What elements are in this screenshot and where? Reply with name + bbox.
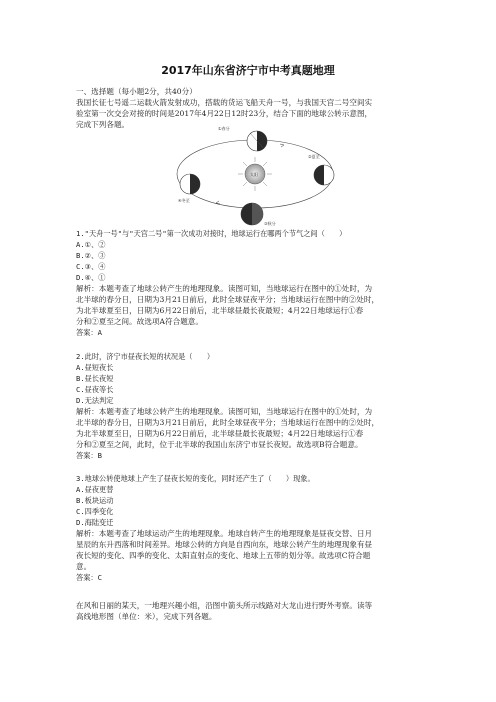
analysis-line: 分和②夏至之间。故选项A符合题意。	[76, 317, 203, 326]
analysis-line: 夜长短的变化、四季的变化、太阳直射点的变化、地球上五带的划分等。故选项C符合题	[76, 551, 371, 560]
answer: 答案：B	[76, 451, 102, 460]
analysis-line: 北半球的春分日，日期为3月21日前后，此时全球昼夜平分；当地球运行在图中的②处时，	[76, 295, 380, 304]
question-1	[76, 228, 436, 338]
section-heading: 一、选择题（每小题2分，共40分）	[76, 87, 197, 96]
intro-line: 验室第一次交会对接的时间是2017年4月22日12时23分，结合下面的地球公转示意图，	[76, 109, 373, 118]
answer: 答案：C	[76, 573, 102, 582]
option-c: C.③、④	[76, 262, 106, 271]
earth-orbit-diagram	[160, 122, 350, 226]
label-top: ①春分	[218, 126, 230, 131]
label-bottom: ③秋分	[264, 221, 276, 226]
option-c: C.昼夜等长	[76, 385, 114, 394]
analysis-line: 星辰的东升西落和时间差异。地球公转的方向是自西向东，地球公转产生的地理现象有昼	[76, 540, 373, 549]
analysis-line: 分和②夏至之间，此时，位于北半球的我国山东济宁市昼长夜短。故选项B符合题意。	[76, 440, 363, 449]
page-title: 2017年山东省济宁市中考真题地理	[161, 64, 335, 77]
intro-line: 我国长征七号遥二运载火箭发射成功，搭载的货运飞船天舟一号，与我国天宫二号空间实	[76, 98, 373, 107]
option-d: D.海陆变迁	[76, 518, 114, 527]
option-b: B.昼长夜短	[76, 374, 114, 383]
option-d: D.④、①	[76, 273, 106, 282]
outro-line: 在风和日丽的某天，一地理兴趣小组，沿图中箭头所示线路对大龙山进行野外考察。读等	[76, 601, 373, 610]
earth-left-icon	[180, 174, 200, 194]
label-right: ②夏至	[308, 154, 320, 159]
question-text: 3.地球公转使地球上产生了昼夜长短的变化，同时还产生了（ ）现象。	[76, 474, 315, 483]
question-text: 1."天舟一号"与"天宫二号"第一次成功对接时，地球运行在哪两个节气之间（ ）	[76, 229, 347, 238]
option-c: C.四季变化	[76, 507, 114, 516]
orbit-arrow-icon	[280, 144, 284, 147]
analysis-line: 为北半球夏至日，日期为6月22日前后，北半球昼最长夜最短；4月22日地球运行①春	[76, 306, 364, 315]
earth-bottom-icon	[241, 203, 263, 225]
question-3	[76, 473, 436, 583]
outro-line: 高线地形图（单位：米），完成下列各题。	[76, 612, 217, 621]
option-a: A.昼夜更替	[76, 485, 114, 494]
sun-label: 太阳	[250, 172, 258, 177]
analysis-line: 北半球的春分日，日期为3月21日前后，此时全球昼夜平分；当地球运行在图中的②处时，	[76, 418, 380, 427]
option-a: A.①、②	[76, 240, 106, 249]
earth-top-icon	[247, 131, 267, 151]
outro-block	[76, 600, 436, 622]
question-2	[76, 351, 436, 461]
option-d: D.无法判定	[76, 396, 114, 405]
option-b: B.②、③	[76, 251, 106, 260]
analysis-line: 解析：本题考查了地球公转产生的地理现象。读图可知，当地球运行在图中的①处时，为	[76, 407, 373, 416]
analysis-line: 解析：本题考查了地球运动产生的地理现象。地球自转产生的地理现象是昼夜交替、日月	[76, 529, 373, 538]
analysis-line: 意。	[76, 562, 92, 571]
option-a: A.昼短夜长	[76, 363, 114, 372]
question-text: 2.此时，济宁市昼夜长短的状况是（ ）	[76, 352, 215, 361]
earth-right-icon	[314, 165, 334, 185]
intro-line: 完成下列各题。	[76, 120, 130, 129]
analysis-line: 为北半球夏至日，日期为6月22日前后，北半球昼最长夜最短；4月22日地球运行①春	[76, 429, 364, 438]
option-b: B.板块运动	[76, 496, 114, 505]
label-left: ④冬至	[178, 198, 190, 203]
answer: 答案：A	[76, 328, 102, 337]
analysis-line: 解析：本题考查了地球公转产生的地理现象。读图可知，当地球运行在图中的①处时，为	[76, 284, 373, 293]
